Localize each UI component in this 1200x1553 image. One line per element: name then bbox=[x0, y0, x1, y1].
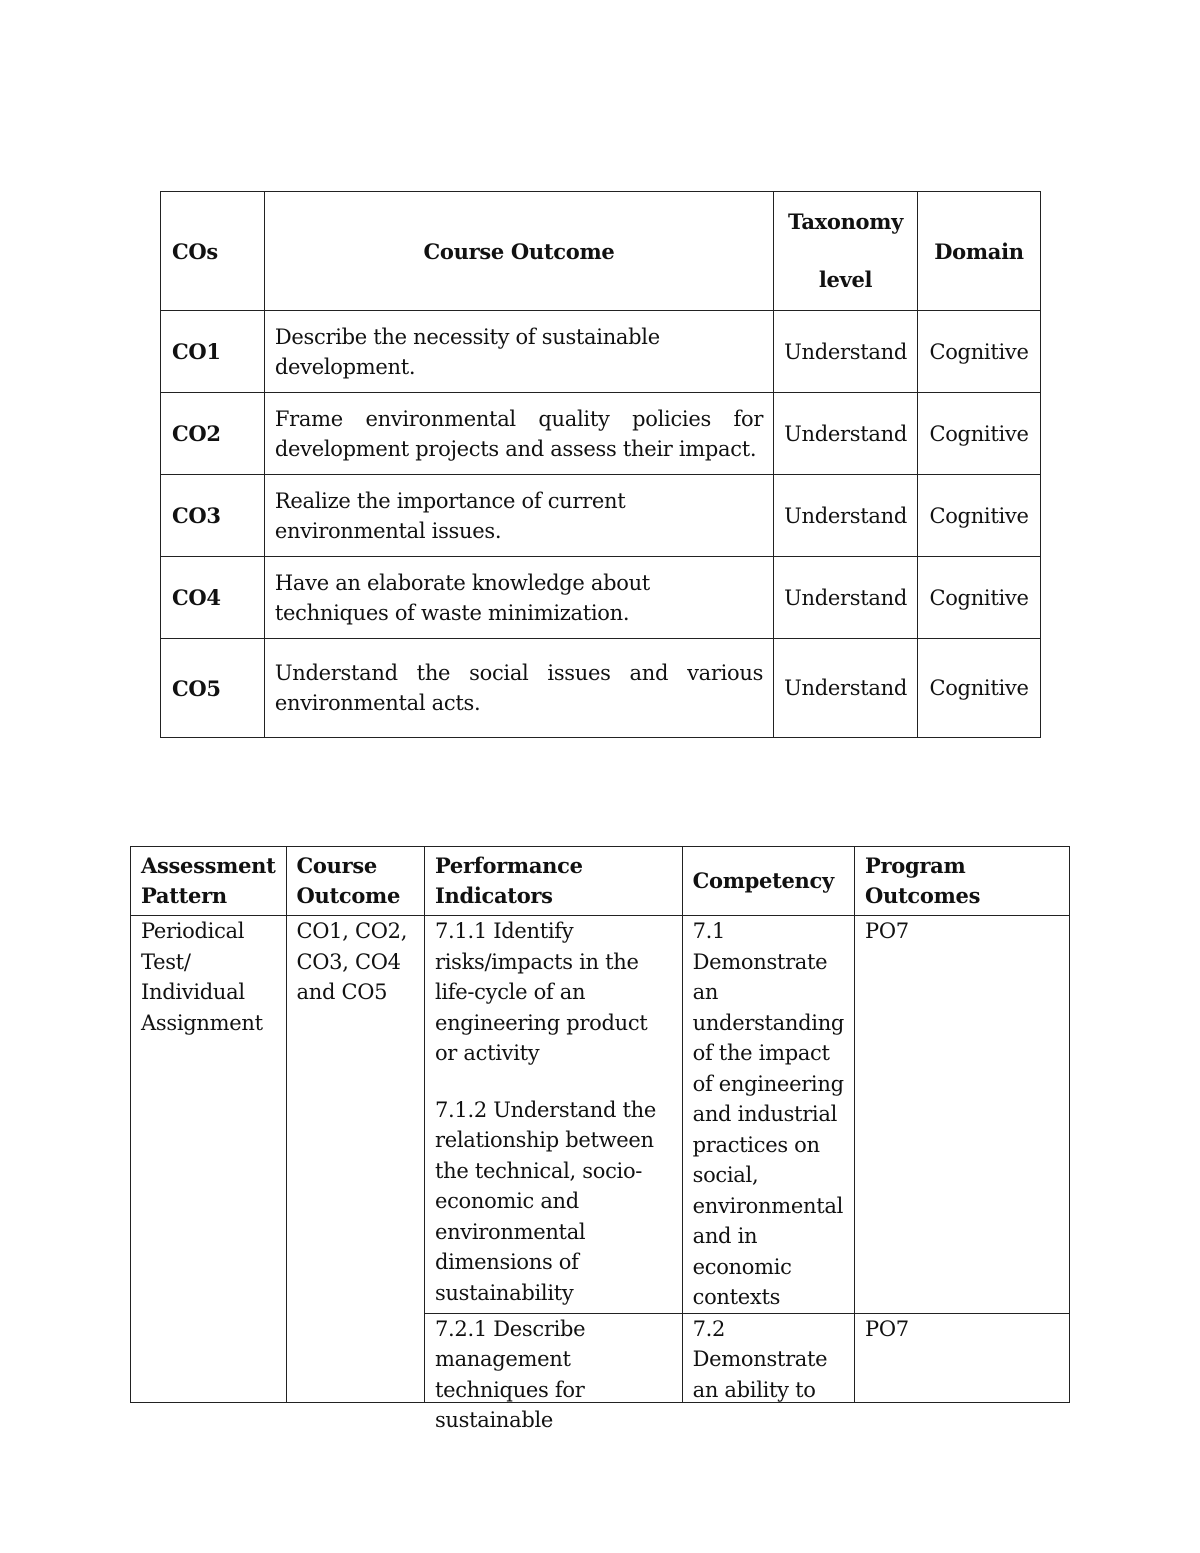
performance-indicator: 7.1.1 Identify risks/impacts in the life-cycle of an engineering product or activity bbox=[434, 919, 648, 1065]
table-row bbox=[131, 916, 1070, 1314]
header-competency: Competency bbox=[682, 847, 854, 916]
taxonomy-level: Understand bbox=[774, 557, 918, 639]
program-outcome-cell bbox=[855, 1313, 1070, 1402]
performance-indicator: 7.1.2 Understand the relationship between the technical, socio-economic and environmental dimensions of sustainability bbox=[434, 1097, 656, 1305]
domain: Cognitive bbox=[918, 393, 1041, 475]
program-outcome: PO7 bbox=[855, 916, 1070, 1314]
co-description: Realize the importance of current environmental issues. bbox=[264, 475, 773, 557]
assessment-table bbox=[130, 846, 1070, 1432]
taxonomy-level: Understand bbox=[774, 475, 918, 557]
header-domain: Domain bbox=[918, 192, 1041, 311]
domain: Cognitive bbox=[918, 475, 1041, 557]
co-id: CO3 bbox=[161, 475, 265, 557]
header-course-outcome: Course Outcome bbox=[286, 847, 424, 916]
co-description: Understand the social issues and various environmental acts. bbox=[264, 639, 773, 738]
taxonomy-level: Understand bbox=[774, 311, 918, 393]
assessment-pattern: Periodical Test/ Individual Assignment bbox=[131, 916, 287, 1403]
header-course-outcome: Course Outcome bbox=[264, 192, 773, 311]
table-row bbox=[161, 639, 1041, 738]
header-assessment-pattern: Assessment Pattern bbox=[131, 847, 287, 916]
co-description: Describe the necessity of sustainable development. bbox=[264, 311, 773, 393]
course-outcome-table bbox=[160, 191, 1041, 738]
table-row bbox=[161, 557, 1041, 639]
performance-indicator: 7.2.1 Describe management techniques for sustainable bbox=[434, 1316, 586, 1432]
table-row bbox=[161, 311, 1041, 393]
header-program-outcomes: Program Outcomes bbox=[855, 847, 1070, 916]
header-performance-indicators: Performance Indicators bbox=[424, 847, 682, 916]
competency-cell bbox=[682, 1313, 854, 1402]
header-taxonomy-line2: level bbox=[818, 267, 873, 292]
header-taxonomy-level bbox=[774, 192, 918, 311]
performance-indicators-cell bbox=[424, 1313, 682, 1432]
course-outcome-list: CO1, CO2, CO3, CO4 and CO5 bbox=[286, 916, 424, 1403]
header-taxonomy-line1: Taxonomy bbox=[788, 209, 904, 234]
co-id: CO4 bbox=[161, 557, 265, 639]
domain: Cognitive bbox=[918, 311, 1041, 393]
domain: Cognitive bbox=[918, 639, 1041, 738]
header-cos: COs bbox=[161, 192, 265, 311]
co-id: CO2 bbox=[161, 393, 265, 475]
co-description: Have an elaborate knowledge about techniques of waste minimization. bbox=[264, 557, 773, 639]
co-id: CO5 bbox=[161, 639, 265, 738]
table-header-row bbox=[161, 192, 1041, 311]
competency: 7.2 Demonstrate an ability to bbox=[692, 1316, 828, 1402]
co-description: Frame environmental quality policies for development projects and assess their impact. bbox=[264, 393, 773, 475]
taxonomy-level: Understand bbox=[774, 639, 918, 738]
performance-indicators-cell bbox=[424, 916, 682, 1314]
co-id: CO1 bbox=[161, 311, 265, 393]
program-outcome: PO7 bbox=[865, 1316, 909, 1341]
taxonomy-level: Understand bbox=[774, 393, 918, 475]
domain: Cognitive bbox=[918, 557, 1041, 639]
table-row bbox=[161, 393, 1041, 475]
table-row bbox=[161, 475, 1041, 557]
competency: 7.1 Demonstrate an understanding of the impact of engineering and industrial practices on social, environmental and in economic contexts bbox=[682, 916, 854, 1314]
table-header-row bbox=[131, 847, 1070, 916]
